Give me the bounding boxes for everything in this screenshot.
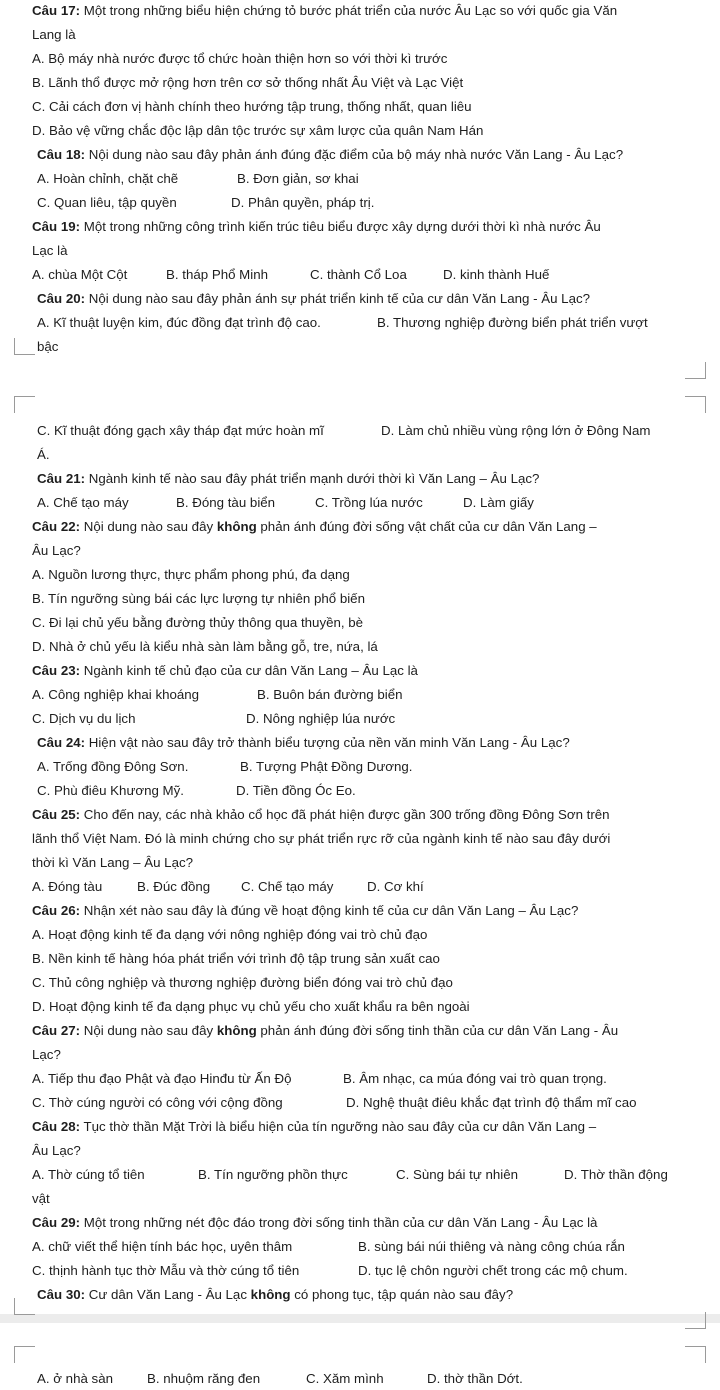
option: C. Dịch vụ du lịch: [32, 711, 136, 726]
question-29: Câu 29: Một trong những nét độc đáo trong đời sống tinh thần của cư dân Văn Lang - Âu Lạc là: [32, 1215, 598, 1230]
option: A. Thờ cúng tổ tiên: [32, 1167, 145, 1182]
option: D. Thờ thần động: [564, 1167, 668, 1182]
option: B. Đóng tàu biển: [176, 495, 276, 510]
option: B. Thương nghiệp đường biển phát triển vượt: [377, 315, 648, 330]
option: B. Tượng Phật Đồng Dương.: [240, 759, 413, 774]
crop-mark: [14, 396, 35, 413]
question-22-line2: Âu Lạc?: [32, 543, 81, 558]
question-28: Câu 28: Tục thờ thần Mặt Trời là biểu hiện của tín ngưỡng nào sau đây của cư dân Văn Lang –: [32, 1119, 597, 1134]
question-21: Câu 21: Ngành kinh tế nào sau đây phát triển mạnh dưới thời kì Văn Lang – Âu Lạc?: [37, 471, 540, 486]
question-23: Câu 23: Ngành kinh tế chủ đạo của cư dân Văn Lang – Âu Lạc là: [32, 663, 418, 678]
option: A. chữ viết thể hiện tính bác học, uyên thâm: [32, 1239, 293, 1254]
crop-mark: [685, 1346, 706, 1363]
question-20: Câu 20: Nội dung nào sau đây phản ánh sự phát triển kinh tế của cư dân Văn Lang - Âu Lạc?: [37, 291, 591, 306]
option-continued: bậc: [37, 339, 59, 354]
option: D. Làm chủ nhiều vùng rộng lớn ở Đông Nam: [381, 423, 651, 438]
option: B. Tín ngưỡng phồn thực: [198, 1167, 348, 1182]
option: B. nhuộm răng đen: [147, 1371, 261, 1386]
option: C. Quan liêu, tập quyền: [37, 195, 177, 210]
option: D. Làm giấy: [463, 495, 534, 510]
option: C. thành Cổ Loa: [310, 267, 407, 282]
option: D. Tiền đồng Óc Eo.: [236, 783, 356, 798]
option: C. Thờ cúng người có công với cộng đồng: [32, 1095, 283, 1110]
question-17: Câu 17: Một trong những biểu hiện chứng tỏ bước phát triển của nước Âu Lạc so với quốc gia Văn: [32, 3, 618, 18]
question-18: Câu 18: Nội dung nào sau đây phản ánh đúng đặc điểm của bộ máy nhà nước Văn Lang - Âu Lạc?: [37, 147, 624, 162]
option: A. Chế tạo máy: [37, 495, 129, 510]
option: C. thịnh hành tục thờ Mẫu và thờ cúng tổ tiên: [32, 1263, 300, 1278]
option: A. Bộ máy nhà nước được tổ chức hoàn thiện hơn so với thời kì trước: [32, 51, 448, 66]
option: C. Kĩ thuật đóng gạch xây tháp đạt mức hoàn mĩ: [37, 423, 324, 438]
option: C. Đi lại chủ yếu bằng đường thủy thông qua thuyền, bè: [32, 615, 364, 630]
option-continued: vật: [32, 1191, 50, 1206]
option: B. Buôn bán đường biển: [257, 687, 403, 702]
option: C. Cải cách đơn vị hành chính theo hướng tập trung, thống nhất, quan liêu: [32, 99, 472, 114]
option: D. Cơ khí: [367, 879, 424, 894]
option: B. Lãnh thổ được mở rộng hơn trên cơ sở thống nhất Âu Việt và Lạc Việt: [32, 75, 464, 90]
option: A. Hoạt động kinh tế đa dạng với nông nghiệp đóng vai trò chủ đạo: [32, 927, 428, 942]
crop-mark: [14, 338, 35, 355]
option: B. Tín ngưỡng sùng bái các lực lượng tự nhiên phổ biến: [32, 591, 365, 606]
option: C. Sùng bái tự nhiên: [396, 1167, 519, 1182]
option: D. Nghệ thuật điêu khắc đạt trình độ thẩm mĩ cao: [346, 1095, 637, 1110]
option: C. Trồng lúa nước: [315, 495, 423, 510]
option: A. Trống đồng Đông Sơn.: [37, 759, 189, 774]
question-19: Câu 19: Một trong những công trình kiến trúc tiêu biểu được xây dựng dưới thời kì nhà nước Âu: [32, 219, 601, 234]
question-27: Câu 27: Nội dung nào sau đây không phản ánh đúng đời sống tinh thần của cư dân Văn Lang - Âu: [32, 1023, 619, 1038]
option: A. Đóng tàu: [32, 879, 103, 894]
option: D. Phân quyền, pháp trị.: [231, 195, 375, 210]
option: C. Phù điêu Khương Mỹ.: [37, 783, 184, 798]
option: C. Thủ công nghiệp và thương nghiệp đường biển đóng vai trò chủ đạo: [32, 975, 453, 990]
option: D. Bảo vệ vững chắc độc lập dân tộc trước sự xâm lược của quân Nam Hán: [32, 123, 484, 138]
question-30: Câu 30: Cư dân Văn Lang - Âu Lạc không có phong tục, tập quán nào sau đây?: [37, 1287, 514, 1302]
question-26: Câu 26: Nhận xét nào sau đây là đúng về hoạt động kinh tế của cư dân Văn Lang – Âu Lạc?: [32, 903, 579, 918]
option: D. Hoạt động kinh tế đa dạng phục vụ chủ yếu cho xuất khẩu ra bên ngoài: [32, 999, 470, 1014]
question-19-line2: Lạc là: [32, 243, 68, 258]
option: B. Đúc đồng: [137, 879, 211, 894]
question-22: Câu 22: Nội dung nào sau đây không phản ánh đúng đời sống vật chất của cư dân Văn Lang –: [32, 519, 597, 534]
option: A. Nguồn lương thực, thực phẩm phong phú, đa dạng: [32, 567, 350, 582]
crop-mark: [685, 362, 706, 379]
option: C. Xăm mình: [306, 1371, 384, 1386]
question-24: Câu 24: Hiện vật nào sau đây trở thành biểu tượng của nền văn minh Văn Lang - Âu Lạc?: [37, 735, 570, 750]
option: D. thờ thần Dớt.: [427, 1371, 523, 1386]
crop-mark: [685, 1312, 706, 1329]
question-25: Câu 25: Cho đến nay, các nhà khảo cổ học đã phát hiện được gần 300 trống đồng Đông Sơn trên: [32, 807, 610, 822]
question-27-line2: Lạc?: [32, 1047, 61, 1062]
option: B. Nền kinh tế hàng hóa phát triển với trình độ tập trung sản xuất cao: [32, 951, 440, 966]
option: B. Đơn giản, sơ khai: [237, 171, 359, 186]
option: B. sùng bái núi thiêng và nàng công chúa rắn: [358, 1239, 625, 1254]
option: A. Tiếp thu đạo Phật và đạo Hinđu từ Ấn Độ: [32, 1071, 292, 1086]
crop-mark: [685, 396, 706, 413]
crop-mark: [14, 1298, 35, 1315]
option: A. Kĩ thuật luyện kim, đúc đồng đạt trình độ cao.: [37, 315, 321, 330]
option: D. tục lệ chôn người chết trong các mộ chum.: [358, 1263, 628, 1278]
option: A. ở nhà sàn: [37, 1371, 113, 1386]
option: D. Nhà ở chủ yếu là kiểu nhà sàn làm bằng gỗ, tre, nứa, lá: [32, 639, 378, 654]
question-28-line2: Âu Lạc?: [32, 1143, 81, 1158]
option: A. Hoàn chỉnh, chặt chẽ: [37, 171, 179, 186]
option: B. Âm nhạc, ca múa đóng vai trò quan trọng.: [343, 1071, 607, 1086]
question-17-line2: Lang là: [32, 27, 76, 42]
option: A. Công nghiệp khai khoáng: [32, 687, 200, 702]
question-25-line2: lãnh thổ Việt Nam. Đó là minh chứng cho sự phát triển rực rỡ của ngành kinh tế nào sau đây dưới: [32, 831, 611, 846]
question-25-line3: thời kì Văn Lang – Âu Lạc?: [32, 855, 194, 870]
option: B. tháp Phổ Minh: [166, 267, 269, 282]
option: D. kinh thành Huế: [443, 267, 550, 282]
crop-mark: [14, 1346, 35, 1363]
option: D. Nông nghiệp lúa nước: [246, 711, 396, 726]
option: A. chùa Một Cột: [32, 267, 128, 282]
option: C. Chế tạo máy: [241, 879, 334, 894]
option-continued: Á.: [37, 447, 50, 462]
